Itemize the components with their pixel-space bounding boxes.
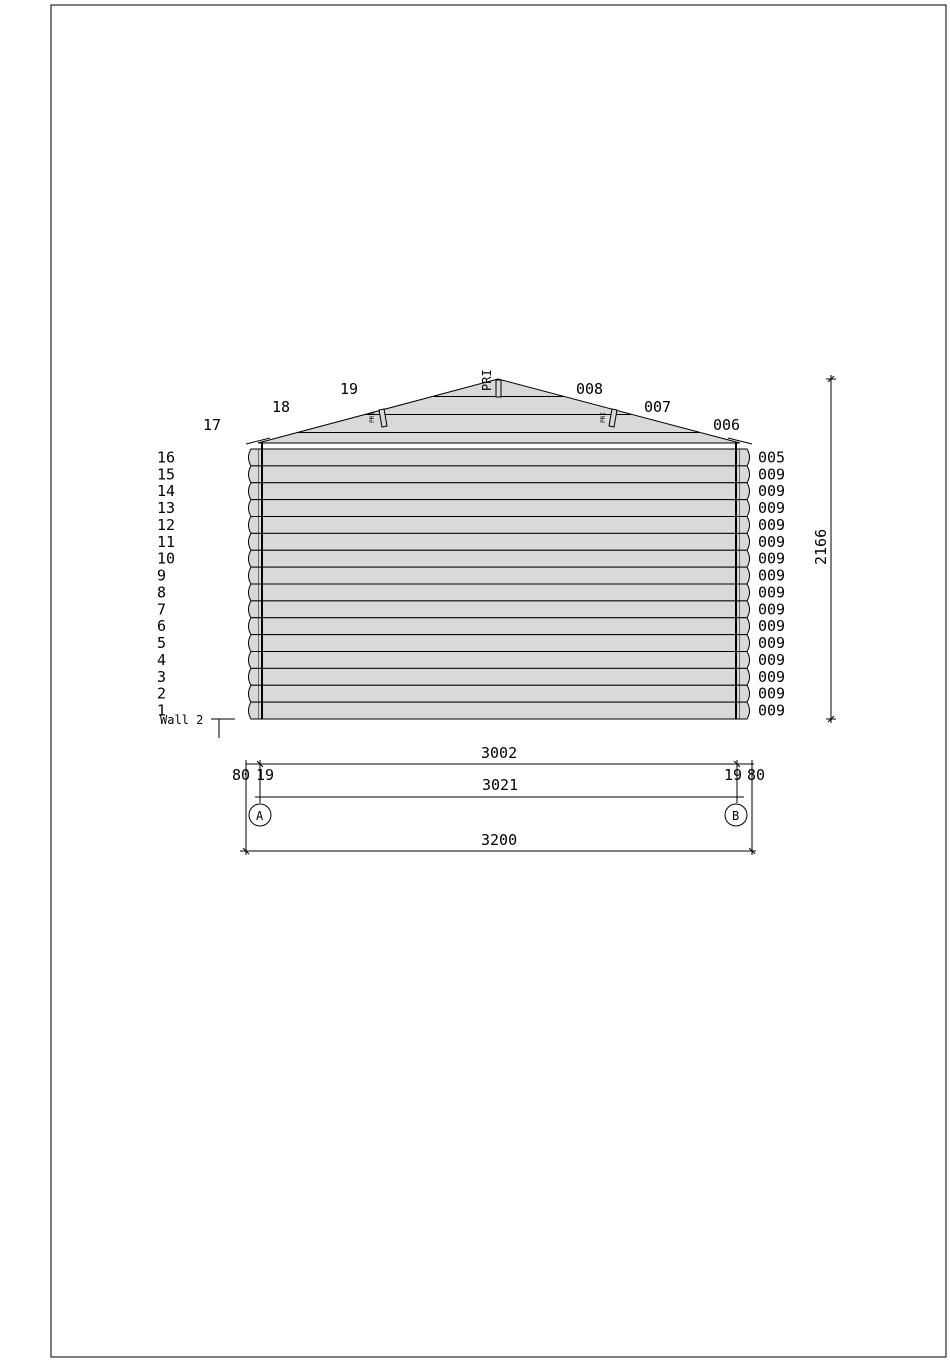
axis-marker-label: B [732,809,740,823]
wall-log [249,449,750,466]
right-row-label: 009 [758,650,786,669]
left-row-label: 9 [157,566,167,585]
wall-log [249,635,750,652]
dimension-left-inner: 19 [256,766,275,784]
wall-log [249,685,750,702]
right-row-label: 009 [758,499,786,518]
dimension-left-outer: 80 [232,766,251,784]
gable-label-008: 008 [576,380,604,398]
left-row-label: 7 [157,600,167,619]
right-row-label: 009 [758,701,786,720]
right-row-label: 009 [758,515,786,534]
left-row-label: 1 [157,701,167,720]
left-row-labels [157,448,175,719]
right-row-label: 009 [758,583,786,602]
right-row-label: 009 [758,482,786,501]
dimension-right-inner: 19 [724,766,743,784]
wall-logs [249,443,750,719]
left-row-label: 4 [157,650,167,669]
right-row-label: 009 [758,617,786,636]
axis-marker-b [725,804,747,826]
right-row-label: 005 [758,448,786,467]
right-row-label: 009 [758,549,786,568]
wall-log [249,533,750,550]
dimension-total-width: 3200 [481,831,518,849]
purlin-tag: PRI [480,369,494,391]
gable-label-18: 18 [272,398,291,416]
right-row-label: 009 [758,600,786,619]
left-row-label: 14 [157,482,176,501]
gable-label-19: 19 [340,380,359,398]
wall-log [249,483,750,500]
height-dimension: 2166 [812,528,830,565]
wall-log [249,702,750,719]
axis-marker-a [249,804,271,826]
wall-log [249,652,750,669]
purlin-tag: PRI [369,412,376,423]
purlin-tag: PRI [600,412,607,423]
dimension-inner-width: 3002 [481,744,518,762]
left-row-label: 15 [157,465,176,484]
wall-log [249,584,750,601]
left-row-label: 6 [157,617,167,636]
gable-label-007: 007 [644,398,672,416]
axis-marker-label: A [256,809,264,823]
wall-caption: Wall 2 [160,713,204,727]
gable-label-17: 17 [203,416,222,434]
left-row-label: 12 [157,515,176,534]
wall-log [249,567,750,584]
dimension-right-outer: 80 [747,766,766,784]
wall-log [249,466,750,483]
left-row-label: 8 [157,583,167,602]
gable-label-006: 006 [713,416,741,434]
right-row-label: 009 [758,465,786,484]
wall-log [249,500,750,517]
wall-log [249,601,750,618]
dimension-axis-width: 3021 [482,776,519,794]
wall-log [249,517,750,534]
left-row-label: 3 [157,667,167,686]
left-row-label: 11 [157,532,176,551]
right-row-label: 009 [758,634,786,653]
right-row-label: 009 [758,566,786,585]
right-row-label: 009 [758,667,786,686]
wall-log [249,618,750,635]
right-row-label: 009 [758,684,786,703]
left-row-label: 5 [157,634,167,653]
wall-log [249,668,750,685]
left-row-label: 10 [157,549,176,568]
corner-post [735,443,737,719]
left-row-label: 13 [157,499,176,518]
left-row-label: 16 [157,448,176,467]
right-row-label: 009 [758,532,786,551]
left-row-label: 2 [157,684,167,703]
corner-post [261,443,263,719]
wall-log [249,550,750,567]
right-row-labels [758,448,785,719]
section-arrow-icon [211,719,235,738]
